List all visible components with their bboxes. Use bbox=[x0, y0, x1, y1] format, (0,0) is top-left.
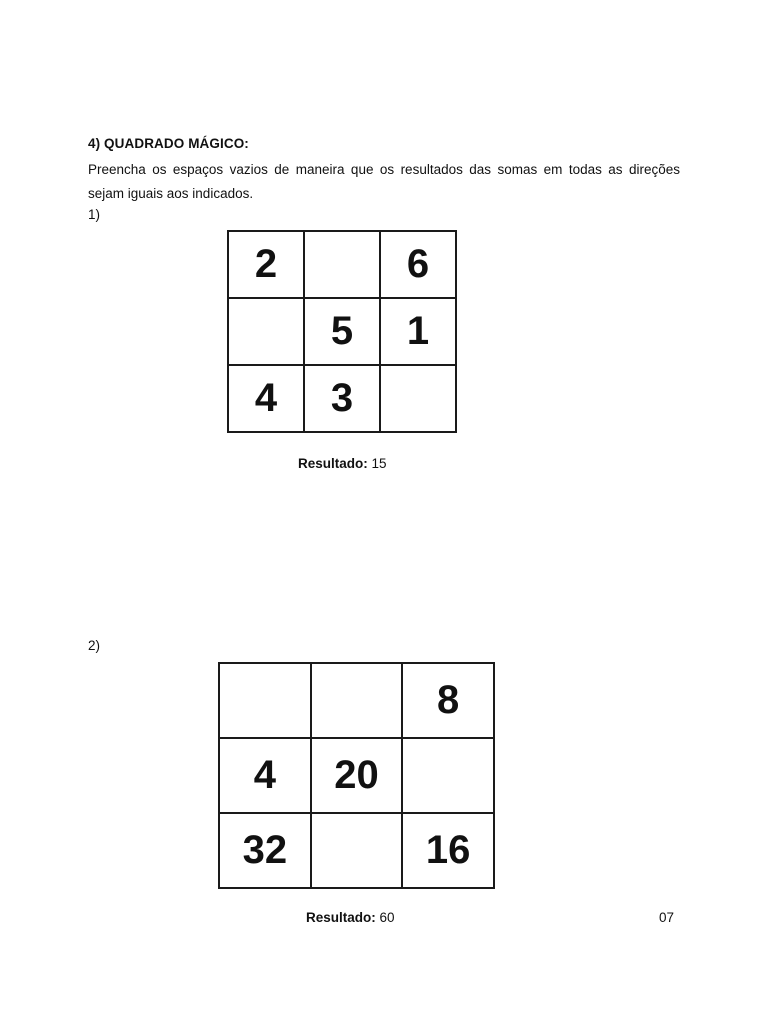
magic-square-2 bbox=[218, 662, 495, 889]
magic-square-cell[interactable] bbox=[228, 298, 304, 365]
result-value: 60 bbox=[379, 910, 395, 925]
magic-square-cell[interactable]: 16 bbox=[402, 813, 494, 888]
magic-square-cell[interactable] bbox=[402, 738, 494, 813]
magic-square-cell[interactable] bbox=[219, 663, 311, 738]
magic-square-cell[interactable]: 1 bbox=[380, 298, 456, 365]
result-1 bbox=[298, 456, 387, 471]
magic-square-cell[interactable] bbox=[311, 813, 403, 888]
magic-square-cell[interactable]: 4 bbox=[228, 365, 304, 432]
magic-square-cell[interactable] bbox=[380, 365, 456, 432]
magic-square-row bbox=[228, 298, 456, 365]
magic-square-row bbox=[219, 663, 494, 738]
instructions-text: Preencha os espaços vazios de maneira que os resultados das somas em todas as direções sejam iguais aos indicados. bbox=[88, 162, 680, 201]
magic-square-cell[interactable] bbox=[311, 663, 403, 738]
magic-square-1 bbox=[227, 230, 457, 433]
magic-square-cell[interactable]: 32 bbox=[219, 813, 311, 888]
section-heading: 4) QUADRADO MÁGICO: bbox=[88, 136, 249, 151]
magic-square-row bbox=[219, 813, 494, 888]
exercise-2-label: 2) bbox=[88, 638, 101, 653]
magic-square-cell[interactable]: 5 bbox=[304, 298, 380, 365]
magic-square-cell[interactable]: 20 bbox=[311, 738, 403, 813]
magic-square-cell[interactable]: 8 bbox=[402, 663, 494, 738]
result-label: Resultado: bbox=[306, 910, 376, 925]
magic-square-cell[interactable]: 6 bbox=[380, 231, 456, 298]
result-value: 15 bbox=[371, 456, 387, 471]
magic-square-cell[interactable] bbox=[304, 231, 380, 298]
exercise-1-label: 1) bbox=[88, 207, 101, 222]
magic-square-cell[interactable]: 3 bbox=[304, 365, 380, 432]
magic-square-row bbox=[228, 365, 456, 432]
result-label: Resultado: bbox=[298, 456, 368, 471]
magic-square-row bbox=[219, 738, 494, 813]
result-2 bbox=[306, 910, 395, 925]
magic-square-cell[interactable]: 4 bbox=[219, 738, 311, 813]
magic-square-row bbox=[228, 231, 456, 298]
page-number: 07 bbox=[659, 910, 675, 925]
magic-square-cell[interactable]: 2 bbox=[228, 231, 304, 298]
